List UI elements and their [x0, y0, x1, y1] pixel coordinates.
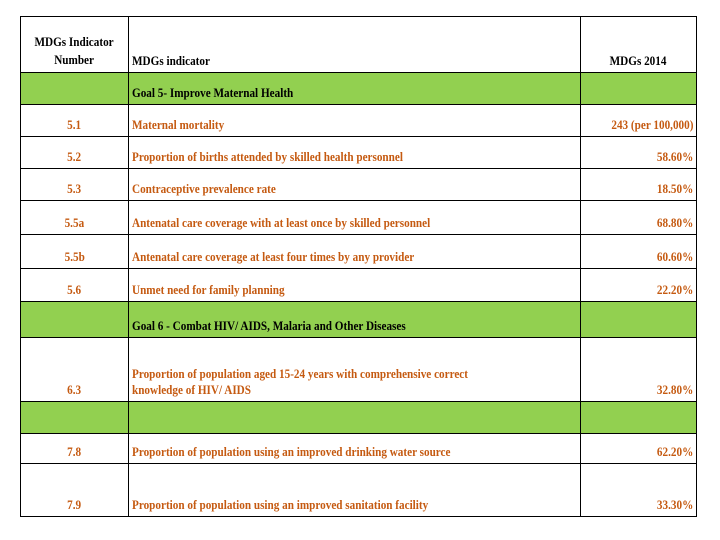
goal6-label-cell: [129, 302, 581, 338]
goal5-value-cell: [581, 73, 697, 105]
table-row: [21, 105, 697, 137]
row-value: 22.20%: [656, 282, 693, 297]
row-number: 5.5a: [64, 215, 85, 230]
row-number: 6.3: [67, 382, 82, 397]
header-number-line1: MDGs Indicator: [34, 34, 115, 49]
row-number: 7.8: [67, 444, 82, 459]
row-value: 32.80%: [656, 382, 693, 397]
row-indicator: Proportion of population using an improved drinking water source: [132, 444, 451, 459]
row-value: 68.80%: [656, 215, 693, 230]
row-indicator-line2: knowledge of HIV/ AIDS: [132, 382, 251, 397]
goal5-label-cell: [129, 73, 581, 105]
goal6-value-cell: [581, 302, 697, 338]
row-value: 62.20%: [656, 444, 693, 459]
header-row: [21, 17, 697, 73]
table-row: [21, 137, 697, 169]
goal5-row: [21, 73, 697, 105]
header-number-cell: [21, 17, 129, 73]
row-value: 243 (per 100,000): [610, 117, 693, 132]
row-indicator: Maternal mortality: [132, 117, 225, 132]
table-row: [21, 464, 697, 517]
row-indicator: Proportion of population using an improved sanitation facility: [132, 497, 429, 512]
header-value: MDGs 2014: [610, 53, 667, 68]
row-indicator: Unmet need for family planning: [132, 282, 285, 297]
table-row: [21, 235, 697, 269]
header-number-line2: Number: [54, 52, 95, 67]
goal5-number-cell: [21, 73, 129, 105]
row-number: 7.9: [67, 497, 82, 512]
table-row: [21, 269, 697, 302]
goal6-number-cell: [21, 302, 129, 338]
row-indicator: Antenatal care coverage with at least once by skilled personnel: [132, 215, 431, 230]
row-value: 58.60%: [656, 149, 693, 164]
row-value: 33.30%: [656, 497, 693, 512]
row-number: 5.3: [67, 181, 82, 196]
row-indicator-line1: Proportion of population aged 15-24 years with comprehensive correct: [132, 366, 468, 381]
row-indicator: Antenatal care coverage at least four times by any provider: [132, 249, 415, 264]
mdg-indicator-table: [20, 16, 697, 517]
header-value-cell: [581, 17, 697, 73]
row-number: 5.5b: [64, 249, 85, 264]
table-row: [21, 201, 697, 235]
row-indicator: Proportion of births attended by skilled health personnel: [132, 149, 403, 164]
row-number: 5.2: [67, 149, 82, 164]
goal6-row: [21, 302, 697, 338]
row-value: 18.50%: [656, 181, 693, 196]
header-indicator-cell: [129, 17, 581, 73]
goal5-label: Goal 5- Improve Maternal Health: [132, 85, 294, 100]
table-row: [21, 338, 697, 402]
row-value: 60.60%: [656, 249, 693, 264]
header-indicator: MDGs indicator: [132, 53, 210, 68]
row-indicator: Contraceptive prevalence rate: [132, 181, 276, 196]
table-row: [21, 169, 697, 201]
row-number: 5.1: [67, 117, 82, 132]
row-number: 5.6: [67, 282, 82, 297]
table-row: [21, 434, 697, 464]
goal6-label: Goal 6 - Combat HIV/ AIDS, Malaria and Other Diseases: [132, 318, 406, 333]
blank-goal-row: [21, 402, 697, 434]
